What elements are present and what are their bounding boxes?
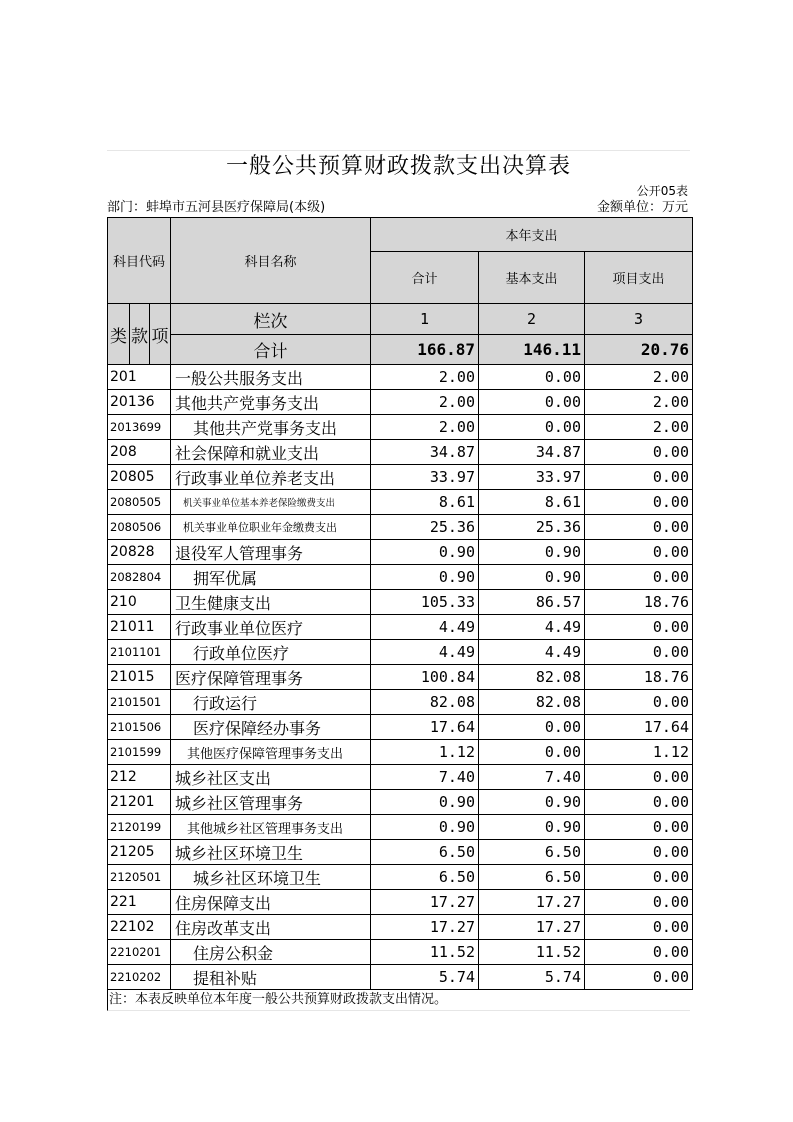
- row-basic: 34.87: [479, 440, 585, 465]
- row-code: 22102: [108, 915, 171, 940]
- row-code: 2101501: [108, 690, 171, 715]
- table-row: [108, 940, 693, 965]
- row-basic: 4.49: [479, 615, 585, 640]
- row-basic: 0.90: [479, 565, 585, 590]
- row-total: 105.33: [371, 590, 479, 615]
- header-code: 科目代码: [108, 218, 171, 304]
- row-code: 2080506: [108, 515, 171, 540]
- row-total: 25.36: [371, 515, 479, 540]
- row-name: 住房改革支出: [171, 915, 371, 940]
- row-basic: 0.00: [479, 740, 585, 765]
- row-total: 6.50: [371, 865, 479, 890]
- row-total: 2.00: [371, 390, 479, 415]
- table-row: [108, 465, 693, 490]
- row-code: 21015: [108, 665, 171, 690]
- row-project: 0.00: [585, 915, 693, 940]
- row-code: 210: [108, 590, 171, 615]
- table-row: [108, 390, 693, 415]
- row-basic: 0.00: [479, 390, 585, 415]
- table-row: [108, 540, 693, 565]
- row-total: 4.49: [371, 615, 479, 640]
- row-name: 其他共产党事务支出: [171, 415, 371, 440]
- row-name: 其他城乡社区管理事务支出: [171, 815, 371, 840]
- row-total: 8.61: [371, 490, 479, 515]
- header-sum-label: 合计: [171, 335, 371, 365]
- row-basic: 25.36: [479, 515, 585, 540]
- row-project: 0.00: [585, 890, 693, 915]
- row-name: 城乡社区环境卫生: [171, 865, 371, 890]
- header-basic: 基本支出: [479, 252, 585, 304]
- row-project: 0.00: [585, 565, 693, 590]
- row-basic: 17.27: [479, 890, 585, 915]
- table-row: [108, 690, 693, 715]
- row-total: 17.27: [371, 915, 479, 940]
- row-name: 行政运行: [171, 690, 371, 715]
- row-total: 2.00: [371, 365, 479, 390]
- row-basic: 33.97: [479, 465, 585, 490]
- row-basic: 82.08: [479, 690, 585, 715]
- row-project: 1.12: [585, 740, 693, 765]
- row-project: 2.00: [585, 390, 693, 415]
- row-code: 2210201: [108, 940, 171, 965]
- row-name: 卫生健康支出: [171, 590, 371, 615]
- department-label: 部门：蚌埠市五河县医疗保障局(本级): [107, 200, 326, 215]
- row-project: 0.00: [585, 765, 693, 790]
- table-row: [108, 915, 693, 940]
- row-basic: 6.50: [479, 865, 585, 890]
- row-project: 0.00: [585, 790, 693, 815]
- row-code: 21205: [108, 840, 171, 865]
- table-row: [108, 665, 693, 690]
- table-row: [108, 840, 693, 865]
- table-row: [108, 890, 693, 915]
- table-row: [108, 765, 693, 790]
- row-project: 18.76: [585, 665, 693, 690]
- table-row: [108, 965, 693, 990]
- row-code: 21201: [108, 790, 171, 815]
- row-basic: 0.00: [479, 415, 585, 440]
- sum-basic: 146.11: [479, 335, 585, 365]
- form-number: 公开05表: [636, 184, 688, 198]
- row-total: 82.08: [371, 690, 479, 715]
- table-row: [108, 365, 693, 390]
- row-project: 0.00: [585, 690, 693, 715]
- row-name: 提租补贴: [171, 965, 371, 990]
- row-basic: 0.90: [479, 540, 585, 565]
- row-basic: 11.52: [479, 940, 585, 965]
- row-name: 退役军人管理事务: [171, 540, 371, 565]
- table-row: [108, 615, 693, 640]
- row-code: 2101101: [108, 640, 171, 665]
- table-row: [108, 590, 693, 615]
- row-total: 5.74: [371, 965, 479, 990]
- row-total: 0.90: [371, 815, 479, 840]
- footnote: 注：本表反映单位本年度一般公共预算财政拨款支出情况。: [107, 990, 690, 1011]
- row-project: 0.00: [585, 540, 693, 565]
- row-name: 城乡社区管理事务: [171, 790, 371, 815]
- table-row: [108, 640, 693, 665]
- table-row: [108, 415, 693, 440]
- row-code: 2082804: [108, 565, 171, 590]
- table-row: [108, 565, 693, 590]
- row-name: 行政事业单位医疗: [171, 615, 371, 640]
- row-basic: 86.57: [479, 590, 585, 615]
- row-total: 7.40: [371, 765, 479, 790]
- row-name: 行政单位医疗: [171, 640, 371, 665]
- row-code: 2080505: [108, 490, 171, 515]
- report-meta: [107, 199, 690, 217]
- table-row: [108, 790, 693, 815]
- row-code: 2120199: [108, 815, 171, 840]
- row-project: 0.00: [585, 465, 693, 490]
- row-name: 社会保障和就业支出: [171, 440, 371, 465]
- row-name: 医疗保障管理事务: [171, 665, 371, 690]
- row-project: 0.00: [585, 490, 693, 515]
- row-name: 城乡社区支出: [171, 765, 371, 790]
- row-project: 0.00: [585, 865, 693, 890]
- header-total: 合计: [371, 252, 479, 304]
- row-name: 住房保障支出: [171, 890, 371, 915]
- header-col-2: 2: [479, 304, 585, 335]
- row-project: 0.00: [585, 615, 693, 640]
- row-basic: 6.50: [479, 840, 585, 865]
- row-name: 城乡社区环境卫生: [171, 840, 371, 865]
- row-total: 17.64: [371, 715, 479, 740]
- header-xiang: 项: [150, 304, 171, 365]
- row-basic: 8.61: [479, 490, 585, 515]
- row-total: 100.84: [371, 665, 479, 690]
- header-kuan: 款: [130, 304, 150, 365]
- report-title: 一般公共预算财政拨款支出决算表: [107, 150, 690, 183]
- table-body: [108, 365, 693, 990]
- table-row: [108, 865, 693, 890]
- row-total: 34.87: [371, 440, 479, 465]
- header-current-year: 本年支出: [371, 218, 693, 252]
- row-project: 18.76: [585, 590, 693, 615]
- row-name: 医疗保障经办事务: [171, 715, 371, 740]
- header-project: 项目支出: [585, 252, 693, 304]
- expenditure-table: [107, 217, 693, 990]
- amount-unit-label: 金额单位：万元: [596, 200, 688, 215]
- row-total: 2.00: [371, 415, 479, 440]
- row-name: 住房公积金: [171, 940, 371, 965]
- row-name: 机关事业单位基本养老保险缴费支出: [171, 490, 371, 515]
- header-name: 科目名称: [171, 218, 371, 304]
- row-code: 2101599: [108, 740, 171, 765]
- row-code: 221: [108, 890, 171, 915]
- row-total: 0.90: [371, 790, 479, 815]
- row-basic: 4.49: [479, 640, 585, 665]
- header-col-3: 3: [585, 304, 693, 335]
- header-lei: 类: [108, 304, 130, 365]
- row-total: 17.27: [371, 890, 479, 915]
- row-project: 2.00: [585, 415, 693, 440]
- table-row: [108, 815, 693, 840]
- table-row: [108, 715, 693, 740]
- row-code: 20828: [108, 540, 171, 565]
- row-project: 0.00: [585, 515, 693, 540]
- table-row: [108, 490, 693, 515]
- row-total: 33.97: [371, 465, 479, 490]
- row-project: 0.00: [585, 440, 693, 465]
- row-basic: 0.90: [479, 815, 585, 840]
- row-code: 201: [108, 365, 171, 390]
- row-code: 212: [108, 765, 171, 790]
- row-name: 机关事业单位职业年金缴费支出: [171, 515, 371, 540]
- row-total: 0.90: [371, 540, 479, 565]
- row-project: 2.00: [585, 365, 693, 390]
- table-header: [108, 218, 693, 365]
- row-basic: 17.27: [479, 915, 585, 940]
- sum-total: 166.87: [371, 335, 479, 365]
- table-row: [108, 515, 693, 540]
- row-basic: 5.74: [479, 965, 585, 990]
- header-column-order: 栏次: [171, 304, 371, 335]
- row-total: 4.49: [371, 640, 479, 665]
- table-row: [108, 440, 693, 465]
- row-name: 其他医疗保障管理事务支出: [171, 740, 371, 765]
- row-code: 208: [108, 440, 171, 465]
- row-project: 0.00: [585, 815, 693, 840]
- row-project: 0.00: [585, 640, 693, 665]
- row-code: 2210202: [108, 965, 171, 990]
- table-row: [108, 740, 693, 765]
- header-col-1: 1: [371, 304, 479, 335]
- row-total: 0.90: [371, 565, 479, 590]
- row-basic: 0.00: [479, 365, 585, 390]
- row-code: 21011: [108, 615, 171, 640]
- row-code: 2120501: [108, 865, 171, 890]
- row-project: 0.00: [585, 840, 693, 865]
- report-sheet: [107, 150, 690, 1011]
- row-total: 1.12: [371, 740, 479, 765]
- row-code: 20805: [108, 465, 171, 490]
- row-project: 17.64: [585, 715, 693, 740]
- row-basic: 0.90: [479, 790, 585, 815]
- row-total: 6.50: [371, 840, 479, 865]
- row-project: 0.00: [585, 965, 693, 990]
- row-total: 11.52: [371, 940, 479, 965]
- row-basic: 0.00: [479, 715, 585, 740]
- row-project: 0.00: [585, 940, 693, 965]
- row-name: 行政事业单位养老支出: [171, 465, 371, 490]
- row-basic: 7.40: [479, 765, 585, 790]
- sum-project: 20.76: [585, 335, 693, 365]
- row-name: 拥军优属: [171, 565, 371, 590]
- row-name: 其他共产党事务支出: [171, 390, 371, 415]
- row-code: 20136: [108, 390, 171, 415]
- row-name: 一般公共服务支出: [171, 365, 371, 390]
- row-code: 2013699: [108, 415, 171, 440]
- row-code: 2101506: [108, 715, 171, 740]
- row-basic: 82.08: [479, 665, 585, 690]
